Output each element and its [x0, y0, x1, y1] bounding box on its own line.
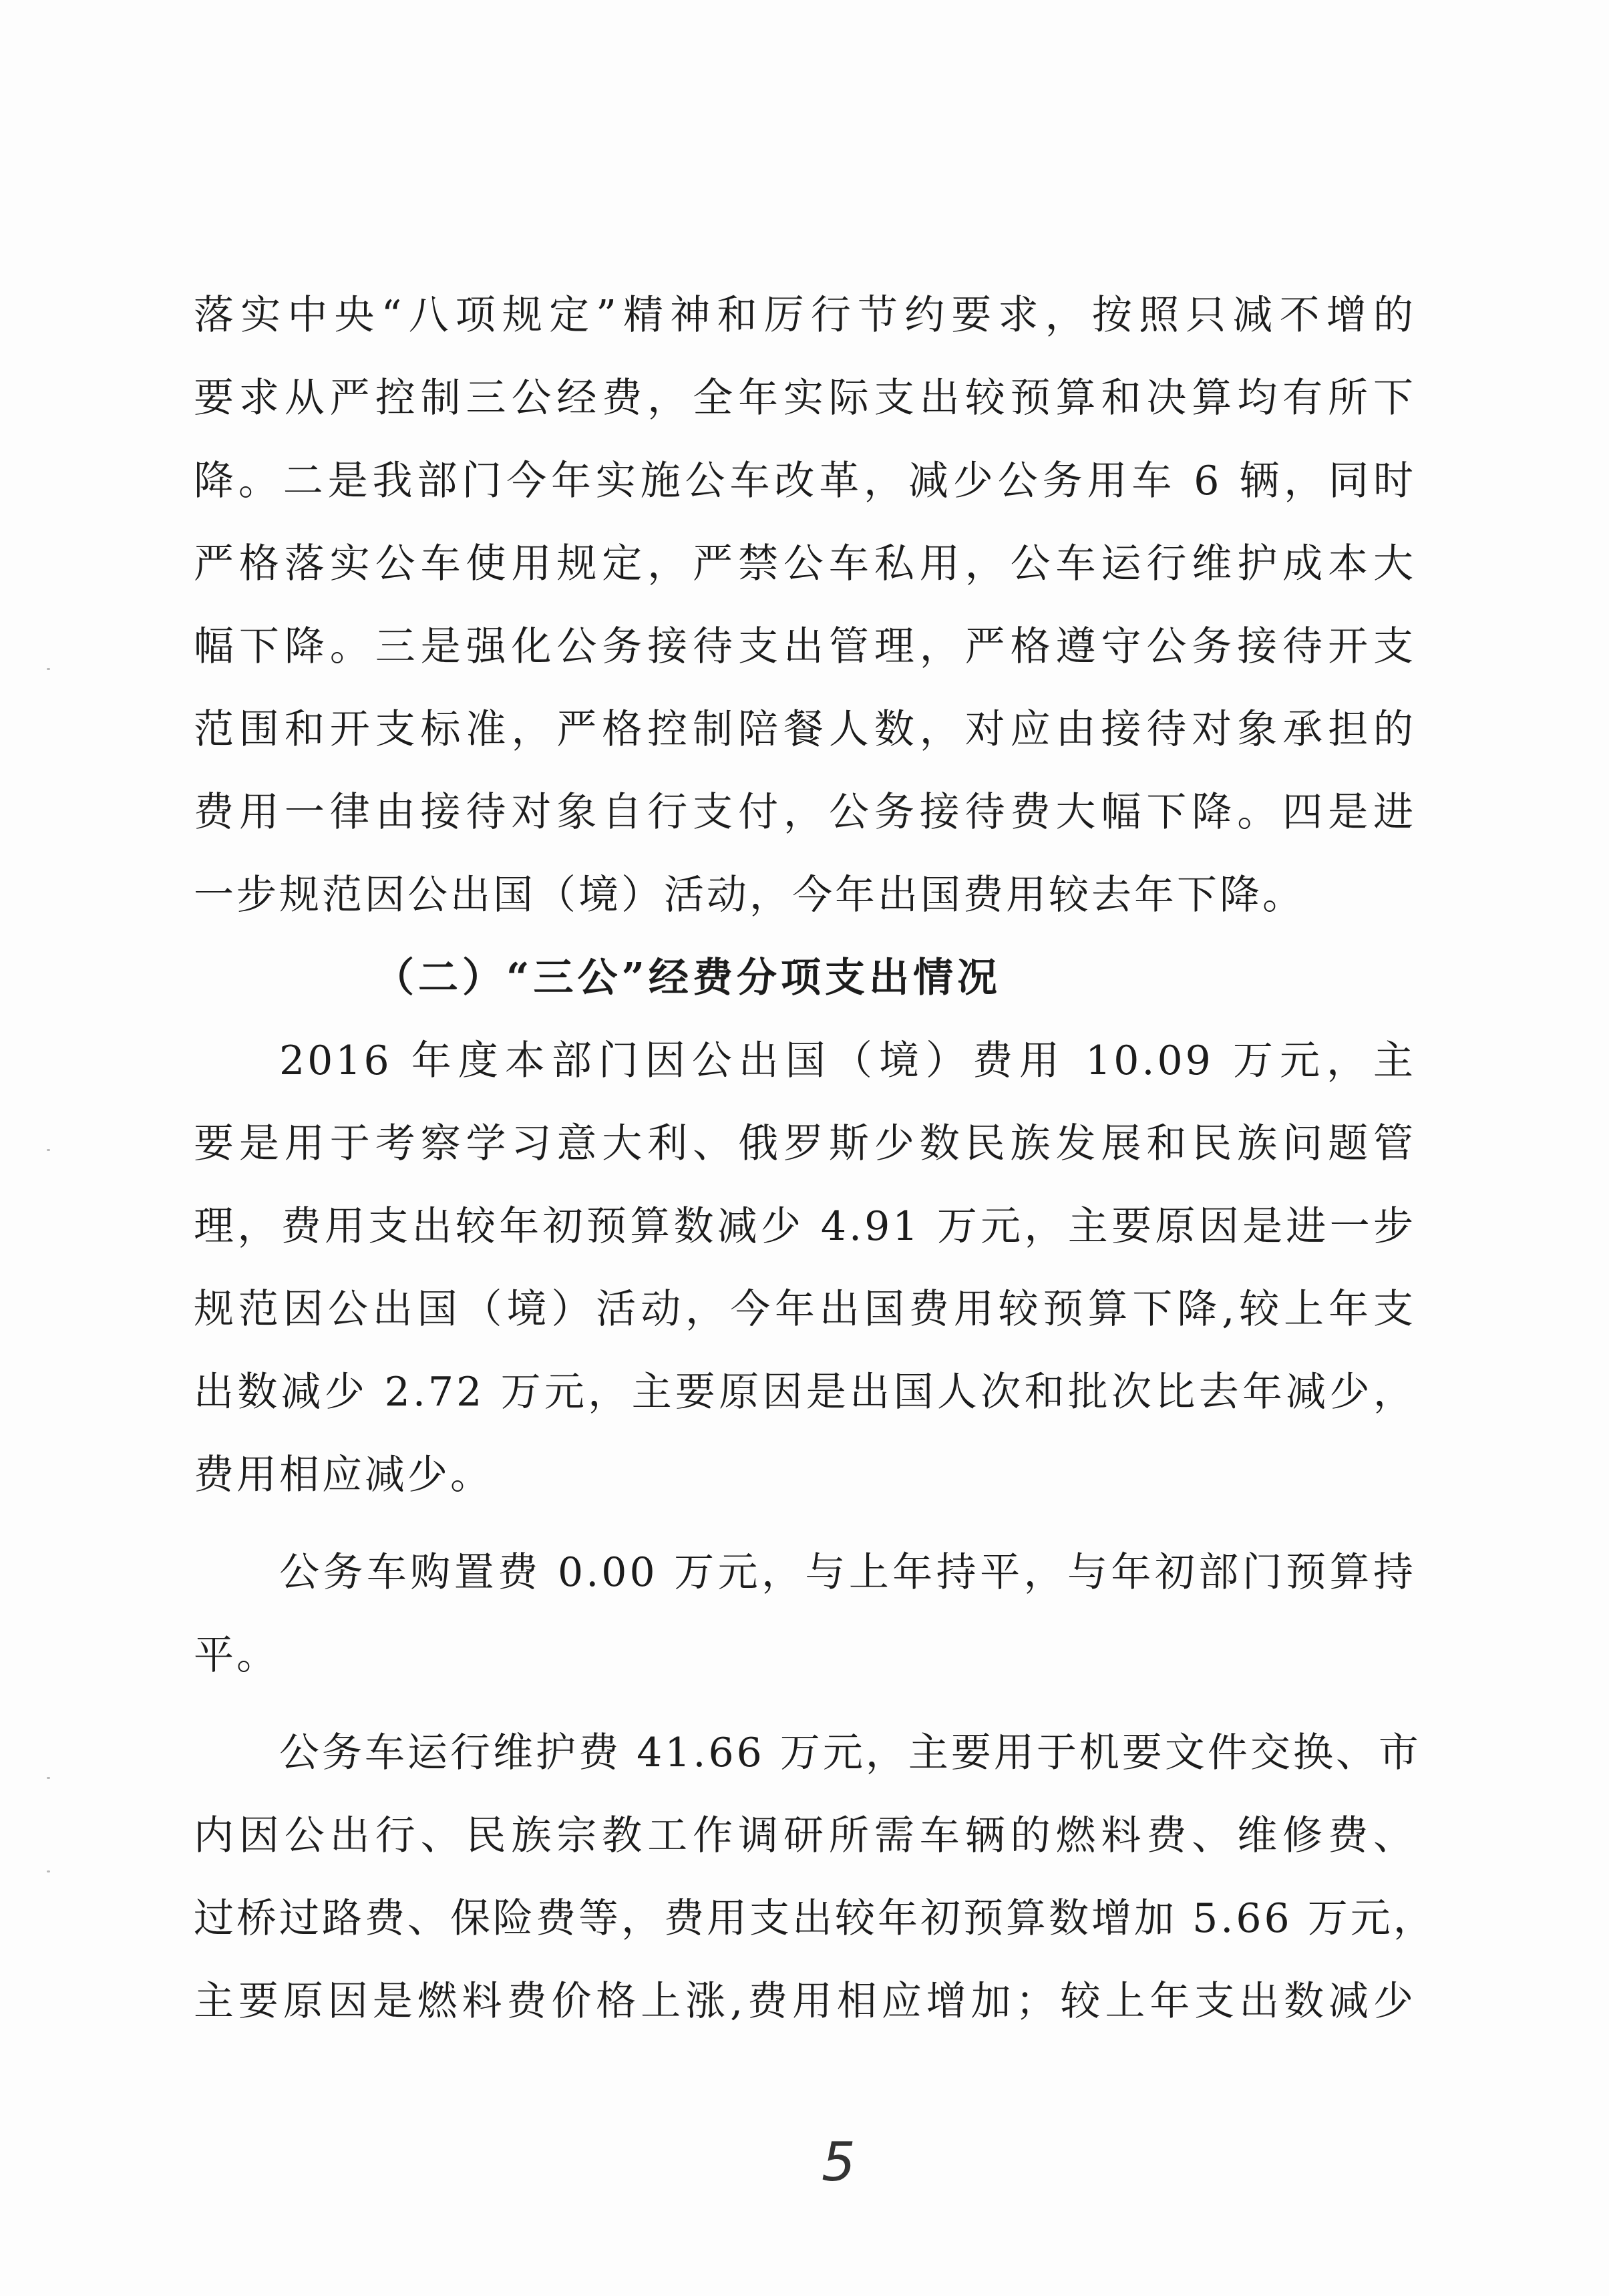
text-line: 严格落实公车使用规定，严禁公车私用，公车运行维护成本大 [194, 540, 1416, 587]
text-line: 过桥过路费、保险费等，费用支出较年初预算数增加 5.66 万元， [194, 1895, 1436, 1942]
text-line: 公务车购置费 0.00 万元，与上年持平，与年初部门预算持 [279, 1549, 1416, 1596]
text-line: 平。 [194, 1632, 279, 1679]
text-line: 降。二是我部门今年实施公车改革，减少公务用车 6 辆，同时 [194, 458, 1416, 504]
text-line: 公务车运行维护费 41.66 万元，主要用于机要文件交换、市 [279, 1730, 1421, 1776]
text-line: 范围和开支标准，严格控制陪餐人数，对应由接待对象承担的 [194, 706, 1416, 753]
page-number: 5 [822, 2131, 856, 2193]
text-line: 落实中央“八项规定”精神和厉行节约要求，按照只减不增的 [194, 292, 1416, 339]
document-body [194, 274, 1436, 2043]
text-line: 2016 年度本部门因公出国（境）费用 10.09 万元，主 [279, 1037, 1416, 1084]
text-line: 一步规范因公出国（境）活动，今年出国费用较去年下降。 [194, 872, 1305, 919]
travel-expense-paragraph [194, 1019, 1416, 1516]
scan-speck [47, 1777, 50, 1779]
vehicle-purchase-paragraph [194, 1531, 1416, 1697]
scan-speck [47, 1870, 50, 1872]
text-line: 要是用于考察学习意大利、俄罗斯少数民族发展和民族问题管 [194, 1120, 1416, 1167]
text-line: 出数减少 2.72 万元，主要原因是出国人次和批次比去年减少， [194, 1369, 1416, 1416]
intro-paragraph [194, 274, 1416, 937]
vehicle-maintenance-paragraph [194, 1711, 1436, 2043]
scan-speck [47, 1149, 50, 1151]
text-line: 规范因公出国（境）活动，今年出国费用较预算下降,较上年支 [194, 1286, 1416, 1333]
text-line: 内因公出行、民族宗教工作调研所需车辆的燃料费、维修费、 [194, 1812, 1416, 1859]
text-line: 主要原因是燃料费价格上涨,费用相应增加；较上年支出数减少 [194, 1978, 1416, 2025]
section-heading: （二）“三公”经费分项支出情况 [374, 955, 1002, 1001]
text-line: 幅下降。三是强化公务接待支出管理，严格遵守公务接待开支 [194, 623, 1416, 670]
text-line: 费用相应减少。 [194, 1452, 493, 1498]
scan-speck [47, 668, 50, 670]
text-line: 理，费用支出较年初预算数减少 4.91 万元，主要原因是进一步 [194, 1203, 1416, 1250]
text-line: 要求从严控制三公经费，全年实际支出较预算和决算均有所下 [194, 375, 1416, 422]
text-line: 费用一律由接待对象自行支付，公务接待费大幅下降。四是进 [194, 789, 1416, 836]
